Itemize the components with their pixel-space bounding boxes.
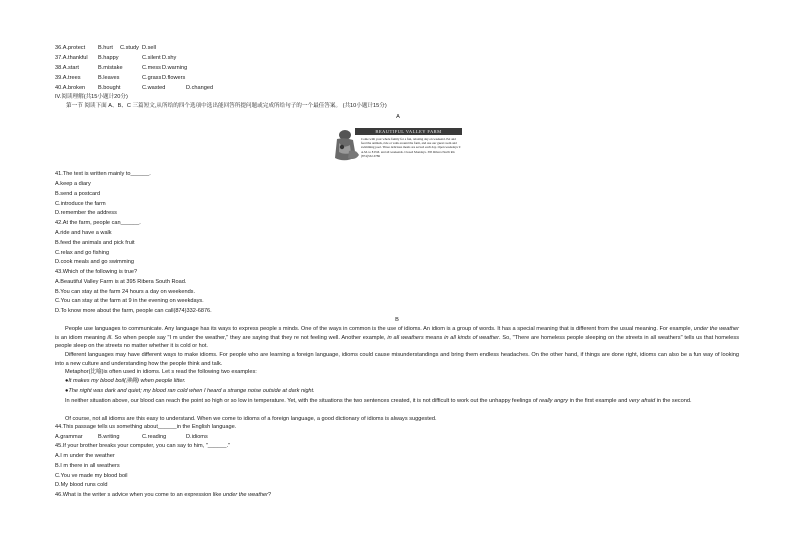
option-b: B.bought bbox=[98, 85, 121, 91]
option-d: D.warning bbox=[162, 65, 188, 71]
text: People use languages to communicate. Any language has its ways to express people s minds. One of the ways in common is the use of idioms. An idiom is a group of words. It has a special meaning that is different from the usual meaning. For example, bbox=[65, 326, 694, 332]
passage-a-label: A bbox=[396, 114, 400, 120]
text: 46.What is the writer s advice when you come to an expression like bbox=[55, 492, 223, 498]
option-c: C.reading bbox=[142, 434, 167, 440]
text: . So, "There are homeless people sleeping on the streets in all weathers" tells us that homeless people sleep on the streets no matter whether it is cold or hot. bbox=[55, 334, 739, 350]
question-43-option-b: B.You can stay at the farm 24 hours a day on weekends. bbox=[55, 289, 196, 295]
option-d: D.idioms bbox=[186, 434, 208, 440]
question-43-option-d: D.To know more about the farm, people can call(874)332-6876. bbox=[55, 308, 212, 314]
option-c: C.grass bbox=[142, 75, 162, 81]
option-a: 36.A.protect bbox=[55, 45, 86, 51]
text: in the first example and bbox=[568, 398, 629, 404]
question-45-option-d: D.My blood runs cold bbox=[55, 482, 108, 488]
question-41-option-c: C.introduce the farm bbox=[55, 201, 106, 207]
farm-advertisement bbox=[331, 127, 462, 165]
ad-title-band bbox=[355, 128, 462, 135]
italic-text: ill bbox=[107, 334, 112, 341]
option-d: D.sell bbox=[142, 45, 156, 51]
question-45-option-b: B.I m there in all weathers bbox=[55, 463, 120, 469]
question-43-option-c: C.You can stay at the farm at 9 in the evening on weekdays. bbox=[55, 298, 204, 304]
option-a: 37.A.thankful bbox=[55, 55, 88, 61]
passage-b-label: B bbox=[395, 317, 399, 323]
question-42-option-d: D.cook meals and go swimming bbox=[55, 259, 134, 265]
ad-body-text: Come with your whole family for a fun, relaxing day on weekend. Pet and feed the animals, ride or walk around the farm, and use our guest room and swimming pool. Three delicious meals are served each day. Open weekdays 9 A.M. to 8 P.M. and all weekends. Closed Mondays. 395 Ribera North Rd. (874)332-6786 bbox=[361, 137, 461, 158]
text: . So when people say "I m under the weather," they are saying that they re not feeling well. Another example, bbox=[111, 334, 388, 341]
passage-b-paragraph-2: Different languages may have different ways to make idioms. For people who are learning a foreign language, idioms could cause misunderstandings and bring them endless headaches. On the other hand, if things are done right, idioms can also be a fun way of looking into a new culture and understanding how the people think and talk. bbox=[55, 352, 739, 367]
passage-b-paragraph-4 bbox=[55, 397, 739, 406]
text: is an idiom meaning bbox=[55, 334, 108, 341]
example-2: ●The night was dark and quiet; my blood ran cold when I heard a strange noise outside at dark night. bbox=[65, 388, 315, 394]
question-41-option-a: A.keep a diary bbox=[55, 181, 91, 187]
option-b: B.hurt bbox=[98, 45, 113, 51]
option-b: B.happy bbox=[98, 55, 119, 61]
text: In neither situation above, our blood can reach the point so high or so low in temperature. Yet, with the situations the two sentences created, it is not difficult to work out the unhappy feelings of bbox=[65, 398, 540, 404]
question-44-stem: 44.This passage tells us something about______in the English language. bbox=[55, 424, 237, 430]
option-d: D.changed bbox=[186, 85, 214, 91]
ad-title: BEAUTIFUL VALLEY FARM bbox=[375, 129, 442, 134]
question-43-stem: 43.Which of the following is true? bbox=[55, 269, 138, 275]
option-a: 40.A.broken bbox=[55, 85, 86, 91]
question-46-stem bbox=[55, 492, 271, 499]
italic-text: really angry bbox=[539, 398, 569, 404]
passage-b-paragraph-3: Metaphor(比喻)is often used in idioms. Let s read the following two examples: bbox=[65, 369, 257, 375]
option-d: D.flowers bbox=[162, 75, 186, 81]
italic-text: in all weathers bbox=[387, 334, 424, 341]
option-d: D.shy bbox=[162, 55, 177, 61]
option-c: C.study bbox=[120, 45, 139, 51]
question-43-option-a: A.Beautiful Valley Farm is at 395 Ribera South Road. bbox=[55, 279, 187, 285]
question-45-stem: 45.If your brother breaks your computer, you can say to him, "______." bbox=[55, 443, 230, 449]
question-42-option-b: B.feed the animals and pick fruit bbox=[55, 240, 135, 246]
italic-text: very afraid bbox=[628, 398, 656, 404]
option-c: C.silent bbox=[142, 55, 161, 61]
question-41-stem: 41.The text is written mainly to______. bbox=[55, 171, 151, 177]
section-heading: IV.阅读理解(共15小题计20分) bbox=[55, 94, 128, 100]
italic-text: under the weather bbox=[222, 492, 268, 498]
text: means bbox=[423, 334, 445, 341]
question-45-option-a: A.I m under the weather bbox=[55, 453, 115, 459]
option-b: B.mistake bbox=[98, 65, 123, 71]
question-42-option-c: C.relax and go fishing bbox=[55, 250, 110, 256]
example-1: ●It makes my blood boil(沸腾) when people litter. bbox=[65, 378, 186, 384]
question-45-option-c: C.You ve made my blood boil bbox=[55, 473, 128, 479]
text: ? bbox=[268, 492, 272, 498]
option-a: 39.A.trees bbox=[55, 75, 81, 81]
option-c: C.wasted bbox=[142, 85, 166, 91]
passage-b-paragraph-5: Of course, not all idioms are this easy to understand. When we come to idioms of a foreign language, a good dictionary of idioms is always suggested. bbox=[65, 416, 437, 422]
italic-text: in all kinds of weather bbox=[444, 334, 499, 341]
question-41-option-b: B.send a postcard bbox=[55, 191, 101, 197]
passage-b-paragraph-1 bbox=[55, 325, 739, 351]
option-a: A.grammar bbox=[55, 434, 83, 440]
italic-text: under the weather bbox=[693, 326, 740, 332]
option-c: C.mess bbox=[142, 65, 161, 71]
option-a: 38.A.start bbox=[55, 65, 79, 71]
text: in the second. bbox=[655, 398, 692, 404]
option-b: B.writing bbox=[98, 434, 120, 440]
option-b: B.leaves bbox=[98, 75, 120, 81]
part-instruction: 第一节 阅读下面 A、B、C 三篇短文,从所给的四个选项中选出能回答所提问题或完成所给句子的一个最佳答案。 (共10小题计15分) bbox=[66, 103, 387, 109]
question-42-option-a: A.ride and have a walk bbox=[55, 230, 112, 236]
question-41-option-d: D.remember the address bbox=[55, 210, 117, 216]
question-42-stem: 42.At the farm, people can______. bbox=[55, 220, 141, 226]
